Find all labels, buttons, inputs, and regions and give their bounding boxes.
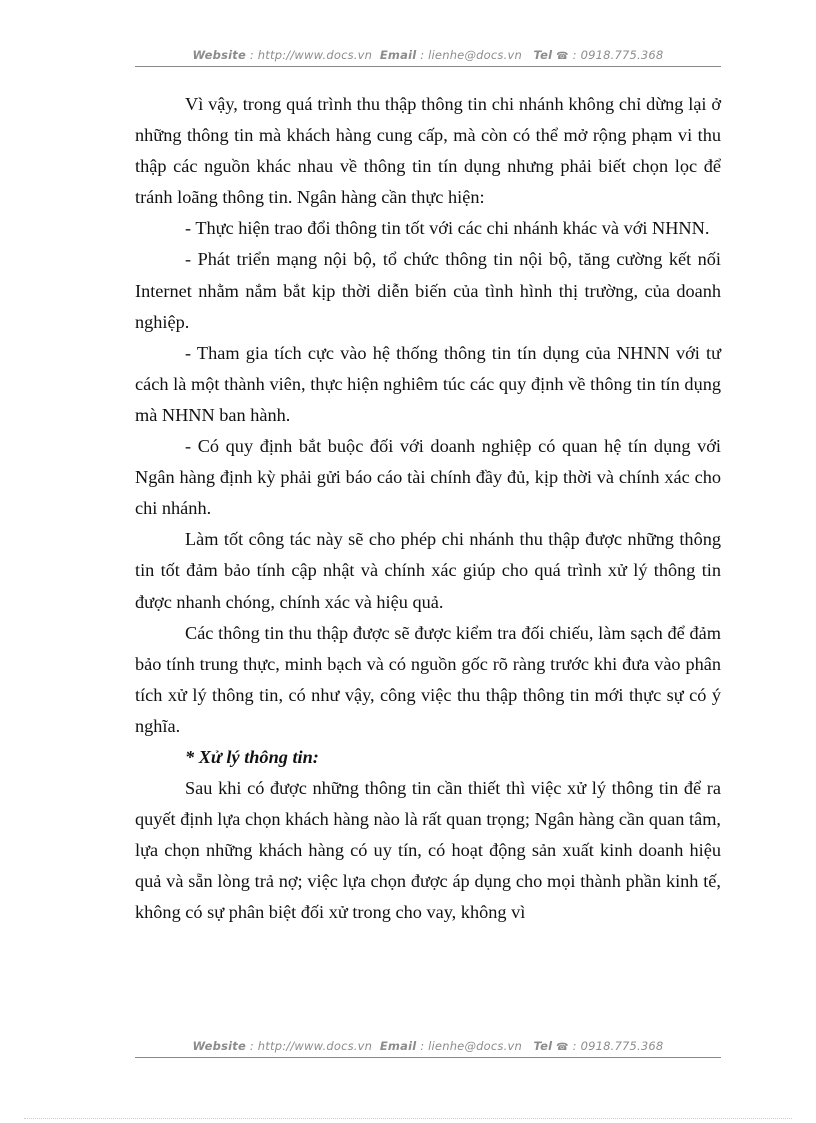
footer-email-label: Email	[379, 1039, 417, 1053]
section-heading: * Xử lý thông tin:	[185, 746, 319, 767]
footer-website-value: : http://www.docs.vn	[246, 1039, 373, 1053]
footer-tel-label: Tel	[533, 1039, 553, 1053]
document-body	[135, 89, 721, 929]
page-header	[135, 48, 721, 62]
paragraph: Sau khi có được những thông tin cần thiết thì việc xử lý thông tin để ra quyết định lựa chọn khách hàng nào là rất quan trọng; Ngân hàng cần quan tâm, lựa chọn những khách hàng có uy tín, có hoạt động sản xuất kinh doanh hiệu quả và sẵn lòng trả nợ; việc lựa chọn được áp dụng cho mọi thành phần kinh tế, không có sự phân biệt đối xử trong cho vay, không vì	[135, 778, 721, 923]
bullet-paragraph: - Có quy định bắt buộc đối với doanh nghiệp có quan hệ tín dụng với Ngân hàng định kỳ phải gửi báo cáo tài chính đầy đủ, kịp thời và chính xác cho chi nhánh.	[135, 436, 721, 519]
header-tel-label: Tel	[533, 48, 553, 62]
page-edge-divider	[24, 1118, 792, 1119]
phone-icon: ☎	[556, 51, 569, 62]
header-website-label: Website	[192, 48, 246, 62]
header-divider	[135, 66, 721, 67]
paragraph: Làm tốt công tác này sẽ cho phép chi nhánh thu thập được những thông tin tốt đảm bảo tính cập nhật và chính xác giúp cho quá trình xử lý thông tin được nhanh chóng, chính xác và hiệu quả.	[135, 529, 721, 612]
header-email-label: Email	[379, 48, 417, 62]
page-footer	[135, 1039, 721, 1053]
footer-tel-value: : 0918.775.368	[568, 1039, 664, 1053]
bullet-paragraph: - Tham gia tích cực vào hệ thống thông tin tín dụng của NHNN với tư cách là một thành viên, thực hiện nghiêm túc các quy định về thông tin tín dụng mà NHNN ban hành.	[135, 342, 721, 425]
bullet-paragraph: - Thực hiện trao đổi thông tin tốt với các chi nhánh khác và với NHNN.	[185, 218, 710, 239]
phone-icon: ☎	[556, 1042, 569, 1053]
footer-website-label: Website	[192, 1039, 246, 1053]
header-tel-value: : 0918.775.368	[568, 48, 664, 62]
paragraph: Vì vậy, trong quá trình thu thập thông tin chi nhánh không chỉ dừng lại ở những thông tin mà khách hàng cung cấp, mà còn có thể mở rộng phạm vi thu thập các nguồn khác nhau về thông tin tín dụng nhưng phải biết chọn lọc để tránh loãng thông tin. Ngân hàng cần thực hiện:	[135, 94, 721, 208]
paragraph: Các thông tin thu thập được sẽ được kiểm tra đối chiếu, làm sạch để đảm bảo tính trung thực, minh bạch và có nguồn gốc rõ ràng trước khi đưa vào phân tích xử lý thông tin, có như vậy, công việc thu thập thông tin mới thực sự có ý nghĩa.	[135, 622, 721, 736]
footer-email-value: : lienhe@docs.vn	[416, 1039, 522, 1053]
bullet-paragraph: - Phát triển mạng nội bộ, tổ chức thông tin nội bộ, tăng cường kết nối Internet nhằm nắm bắt kịp thời diễn biến của tình hình thị trường, của doanh nghiệp.	[135, 249, 721, 332]
footer-divider	[135, 1057, 721, 1058]
header-website-value: : http://www.docs.vn	[246, 48, 373, 62]
header-email-value: : lienhe@docs.vn	[416, 48, 522, 62]
